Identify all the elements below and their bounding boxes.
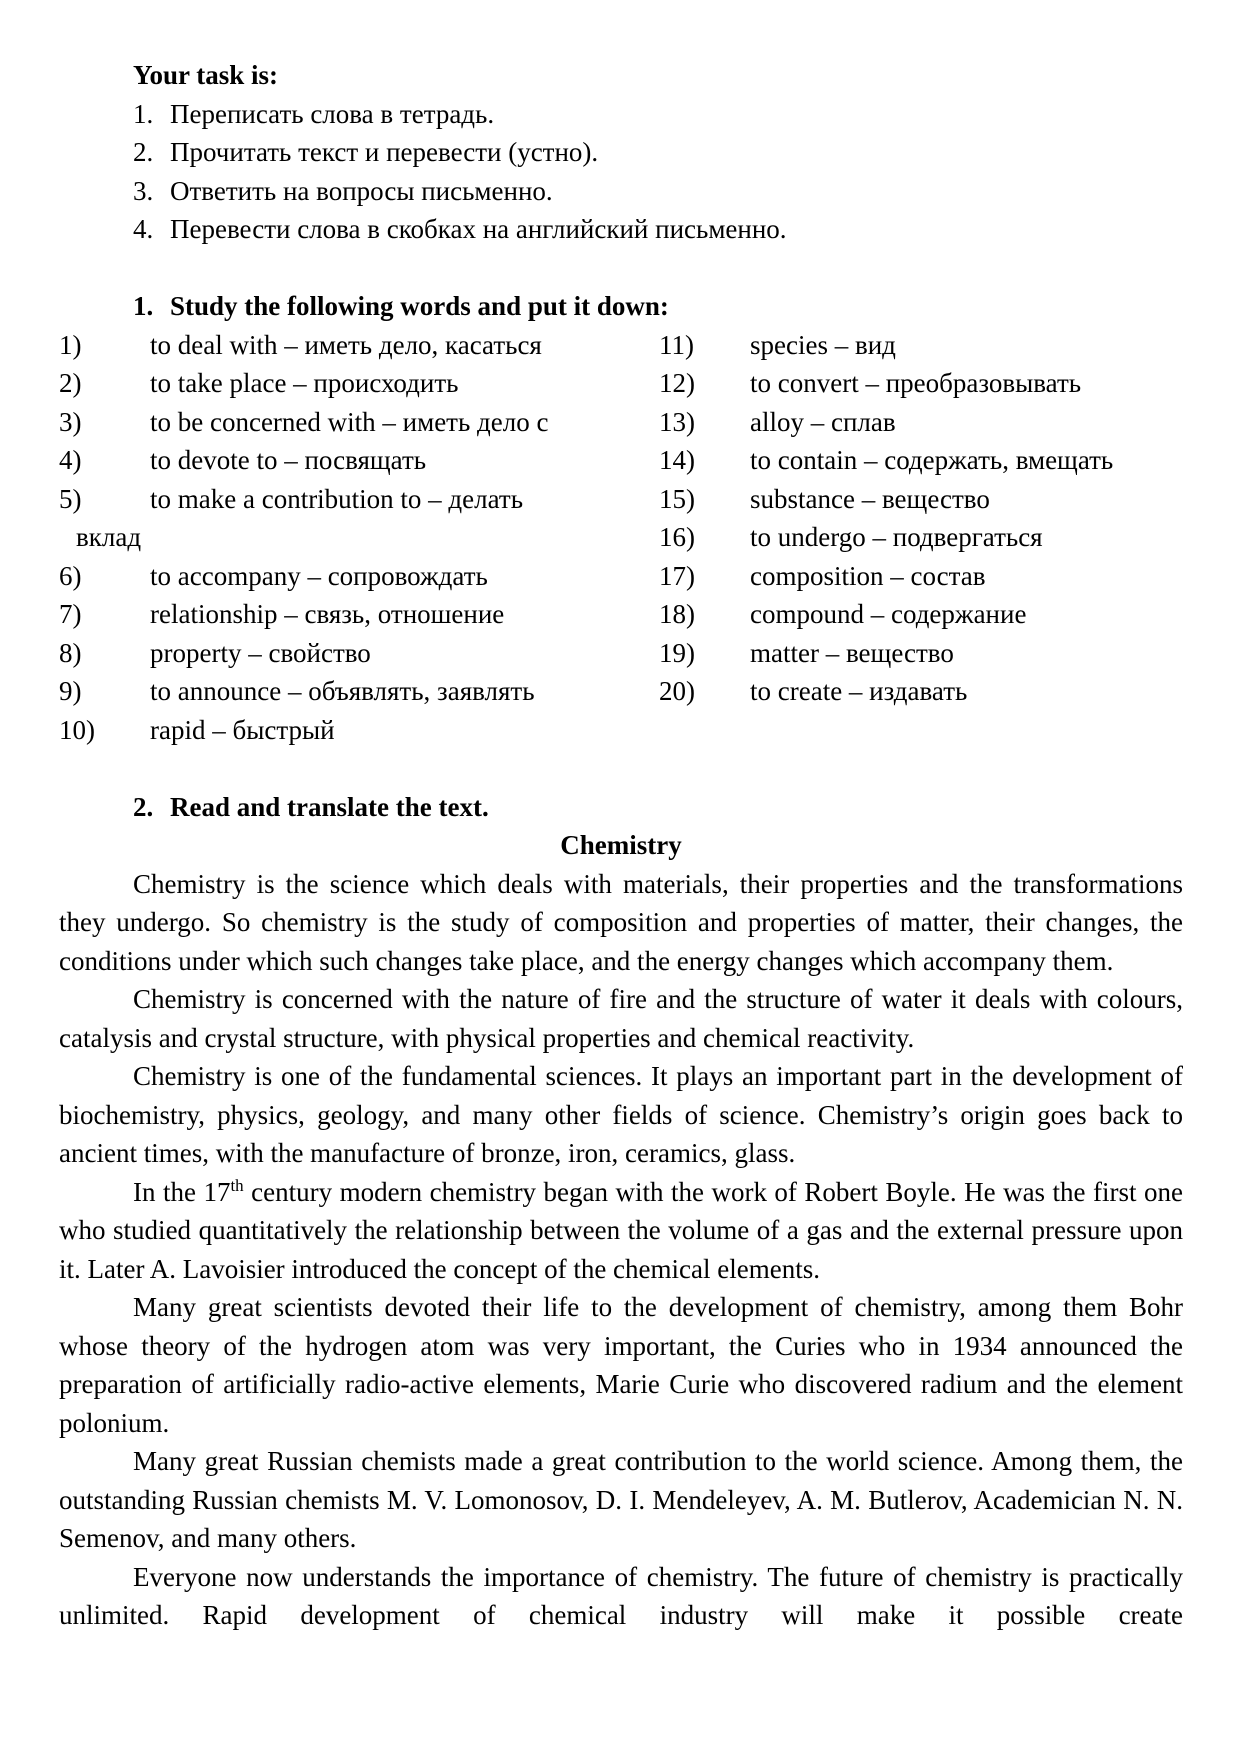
task-item-number: 1. [133, 98, 154, 129]
task-item [133, 172, 1183, 211]
vocab-item [59, 326, 659, 365]
vocab-text: to take place – происходить [150, 368, 459, 398]
section-1-title: Study the following words and put it down: [170, 291, 669, 321]
vocab-item [659, 634, 1183, 673]
vocab-text: rapid – быстрый [150, 714, 335, 745]
paragraph-part: In the 17 [133, 1176, 231, 1207]
vocab-text: to be concerned with – иметь дело с [150, 406, 549, 437]
vocab-item [59, 403, 659, 442]
vocab-number: 19) [659, 637, 695, 668]
ordinal-superscript: th [230, 1175, 244, 1195]
vocab-text: to undergo – подвергаться [750, 522, 1043, 552]
vocab-item [659, 672, 1183, 711]
vocab-text: relationship – связь, отношение [150, 599, 505, 629]
vocab-item [59, 364, 659, 403]
task-list [59, 95, 1183, 249]
vocab-item [59, 480, 659, 519]
document-page [59, 56, 1183, 1635]
task-item-text: Прочитать текст и перевести (устно). [170, 137, 599, 167]
vocabulary-column-right [659, 326, 1183, 750]
paragraph: Chemistry is one of the fundamental sciences. It plays an important part in the development of biochemistry, physics, geology, and many other fields of science. Chemistry’s origin goes back to ancient times, with the manufacture of bronze, iron, ceramics, glass. [59, 1061, 1183, 1168]
vocab-number: 20) [659, 676, 695, 706]
paragraph: Chemistry is the science which deals with materials, their properties and the transformations they undergo. So chemistry is the study of composition and properties of matter, their changes, the conditions under which such changes take place, and the energy changes which accompany them. [59, 868, 1183, 976]
vocab-text: alloy – сплав [750, 406, 896, 437]
vocab-item [659, 403, 1183, 442]
text-title: Chemistry [560, 830, 682, 860]
vocab-item [59, 634, 659, 673]
vocab-number: 1) [59, 329, 82, 360]
vocab-text: compound – содержание [750, 599, 1027, 629]
vocab-number: 14) [659, 445, 695, 475]
vocab-number: 5) [59, 483, 82, 514]
section-1-heading [133, 287, 1183, 326]
vocab-text-wrap: вклад [76, 522, 142, 552]
vocab-text: to convert – преобразовывать [750, 368, 1082, 398]
task-item-number: 2. [133, 137, 154, 167]
paragraph: Everyone now understands the importance of chemistry. The future of chemistry is practically unlimited. Rapid development of chemical industry will make it possible create [59, 1561, 1183, 1630]
spacer [59, 749, 1183, 788]
vocab-text: to make a contribution to – делать [150, 483, 524, 514]
vocab-text: composition – состав [750, 560, 986, 591]
vocab-item [59, 441, 659, 480]
task-item [133, 133, 1183, 172]
vocab-text: species – вид [750, 329, 896, 360]
vocab-number: 8) [59, 637, 82, 668]
vocab-number: 4) [59, 445, 82, 475]
task-item-number: 4. [133, 214, 154, 244]
vocab-item [659, 595, 1183, 634]
task-item-number: 3. [133, 175, 154, 206]
vocab-number: 2) [59, 368, 82, 398]
vocab-number: 17) [659, 560, 695, 591]
vocab-number: 9) [59, 676, 82, 706]
paragraph: Chemistry is concerned with the nature of fire and the structure of water it deals with colours, catalysis and crystal structure, with physical properties and chemical reactivity. [59, 984, 1183, 1053]
vocab-item [659, 441, 1183, 480]
vocab-number: 18) [659, 599, 695, 629]
vocab-text: to deal with – иметь дело, касаться [150, 329, 542, 360]
section-2-heading [133, 788, 1183, 827]
vocab-number: 10) [59, 714, 95, 745]
paragraph-part: century modern chemistry began with the work of Robert Boyle. He was the first one who studied quantitatively the relationship between the volume of a gas and the external pressure upon it. Later A. Lavoisier introduced the concept of the chemical elements. [59, 1176, 1183, 1284]
vocab-number: 13) [659, 406, 695, 437]
vocab-text: to accompany – сопровождать [150, 560, 488, 591]
vocab-number: 16) [659, 522, 695, 552]
vocab-item [659, 326, 1183, 365]
vocab-item [59, 672, 659, 711]
vocab-text: substance – вещество [750, 483, 990, 514]
paragraph: Many great Russian chemists made a great contribution to the world science. Among them, the outstanding Russian chemists M. V. Lomonosov, D. I. Mendeleyev, A. M. Butlerov, Academician N. N. Semenov, and many others. [59, 1446, 1183, 1553]
vocab-item [59, 595, 659, 634]
task-heading: Your task is: [133, 60, 279, 90]
vocab-item [659, 557, 1183, 596]
vocab-item [59, 557, 659, 596]
section-1-number: 1. [133, 291, 154, 321]
vocab-number: 11) [659, 329, 694, 360]
vocab-text: to announce – объявлять, заявлять [150, 676, 535, 706]
vocabulary-column-left [59, 326, 659, 750]
task-item [133, 210, 1183, 249]
task-item [133, 95, 1183, 134]
vocab-item [659, 480, 1183, 519]
vocab-item-continuation [59, 518, 659, 557]
vocab-text: to contain – содержать, вмещать [750, 445, 1114, 475]
vocab-number: 3) [59, 406, 82, 437]
vocab-number: 7) [59, 599, 82, 629]
vocab-text: property – свойство [150, 637, 371, 668]
paragraph: Many great scientists devoted their life to the development of chemistry, among them Bohr whose theory of the hydrogen atom was very important, the Curies who in 1934 announced the preparation of artificially radio-active elements, Marie Curie who discovered radium and the element polonium. [59, 1292, 1183, 1438]
vocab-item [59, 711, 659, 750]
vocab-number: 12) [659, 368, 695, 398]
vocab-number: 6) [59, 560, 82, 591]
vocabulary-list [59, 326, 1183, 750]
vocab-item [659, 518, 1183, 557]
spacer [59, 249, 1183, 288]
task-item-text: Переписать слова в тетрадь. [170, 98, 495, 129]
task-item-text: Перевести слова в скобках на английский письменно. [170, 214, 787, 244]
vocab-item [659, 364, 1183, 403]
paragraph-with-superscript [59, 1173, 1183, 1289]
vocab-text: to create – издавать [750, 676, 968, 706]
vocab-text: to devote to – посвящать [150, 445, 427, 475]
task-item-text: Ответить на вопросы письменно. [170, 175, 553, 206]
vocab-number: 15) [659, 483, 695, 514]
section-2-title: Read and translate the text. [170, 791, 489, 822]
section-2-number: 2. [133, 791, 154, 822]
vocab-text: matter – вещество [750, 637, 954, 668]
